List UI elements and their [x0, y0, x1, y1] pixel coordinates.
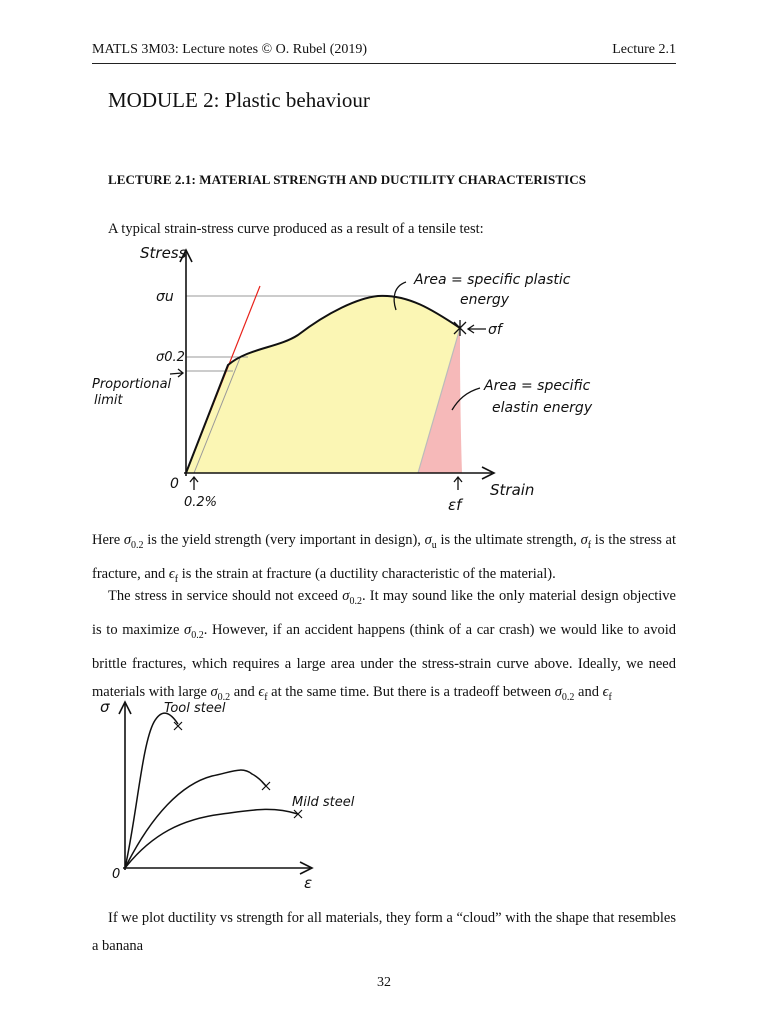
paragraph-banana: If we plot ductility vs strength for all materials, they form a “cloud” with the shape that resembles a banana — [92, 910, 676, 954]
plastic-area-label-1: Area = specific plastic — [414, 272, 571, 288]
lecture-title: LECTURE 2.1: MATERIAL STRENGTH AND DUCTILITY CHARACTERISTICS — [108, 172, 587, 187]
eps-f-label: εf — [448, 496, 462, 514]
paragraph-tradeoff: The stress in service should not exceed $\sigma_{0.2}$. It may sound like the only material design objective is to maximize $\sigma_{0.2}$. However, if an accident happens (think of a car crash) we would like to avoid brittle fractures, which requires a large area under the stress-strain curve above. Ideally, we need materials with large $\sigma_{0.2}$ and $\epsilon_f$ at the same time. But there is a tradeoff between $\sigma_{0.2}$ and $\epsilon_f$ — [92, 588, 677, 703]
origin-label: 0 — [170, 476, 179, 492]
elastic-area-label-1: Area = specific — [484, 378, 591, 394]
sigma-u-label: σu — [156, 289, 174, 305]
offset-arrow — [190, 477, 198, 490]
offset-label: 0.2% — [184, 495, 218, 510]
page-number: 32 — [377, 975, 391, 990]
sigma-02-label: σ0.2 — [156, 350, 185, 365]
fig2-sigma-label: σ — [100, 698, 110, 716]
intro-text: A typical strain-stress curve produced as a result of a tensile test: — [108, 221, 484, 237]
mild-steel-curve — [125, 809, 298, 868]
strain-label: Strain — [490, 481, 535, 499]
medium-steel-fracture — [262, 782, 270, 790]
header-left: MATLS 3M03: Lecture notes © O. Rubel (2019) — [92, 42, 368, 57]
elastic-area-label-2: elastin energy — [492, 400, 593, 416]
header-rule — [92, 63, 676, 64]
fig2-origin-label: 0 — [112, 867, 121, 882]
eps-f-arrow — [454, 477, 462, 490]
steel-comparison-figure — [92, 694, 382, 894]
sigma-f-label: σf — [488, 322, 502, 338]
tool-steel-curve — [125, 713, 178, 868]
plastic-area-label-2: energy — [460, 292, 510, 308]
stress-label: Stress — [140, 244, 187, 262]
tool-steel-label: Tool steel — [164, 701, 226, 716]
prop-limit-label-1: Proportional — [92, 377, 172, 392]
mild-steel-label: Mild steel — [292, 795, 355, 810]
prop-limit-label-2: limit — [94, 393, 123, 408]
stress-strain-figure — [88, 240, 648, 520]
fig2-eps-label: ε — [304, 874, 313, 892]
mild-steel-fracture — [294, 810, 302, 818]
sigma-f-arrow — [468, 325, 486, 333]
prop-limit-arrow — [170, 369, 183, 377]
paragraph-definitions: Here $\sigma_{0.2}$ is the yield strength (very important in design), $\sigma_u$ is the ultimate strength, $\sigma_f$ is the stress at fracture, and $\epsilon_f$ is the strain at fracture (a ductility characteristic of the material). — [92, 532, 677, 585]
header-right: Lecture 2.1 — [612, 42, 676, 57]
plastic-energy-area — [186, 296, 460, 473]
module-title: MODULE 2: Plastic behaviour — [108, 88, 370, 112]
